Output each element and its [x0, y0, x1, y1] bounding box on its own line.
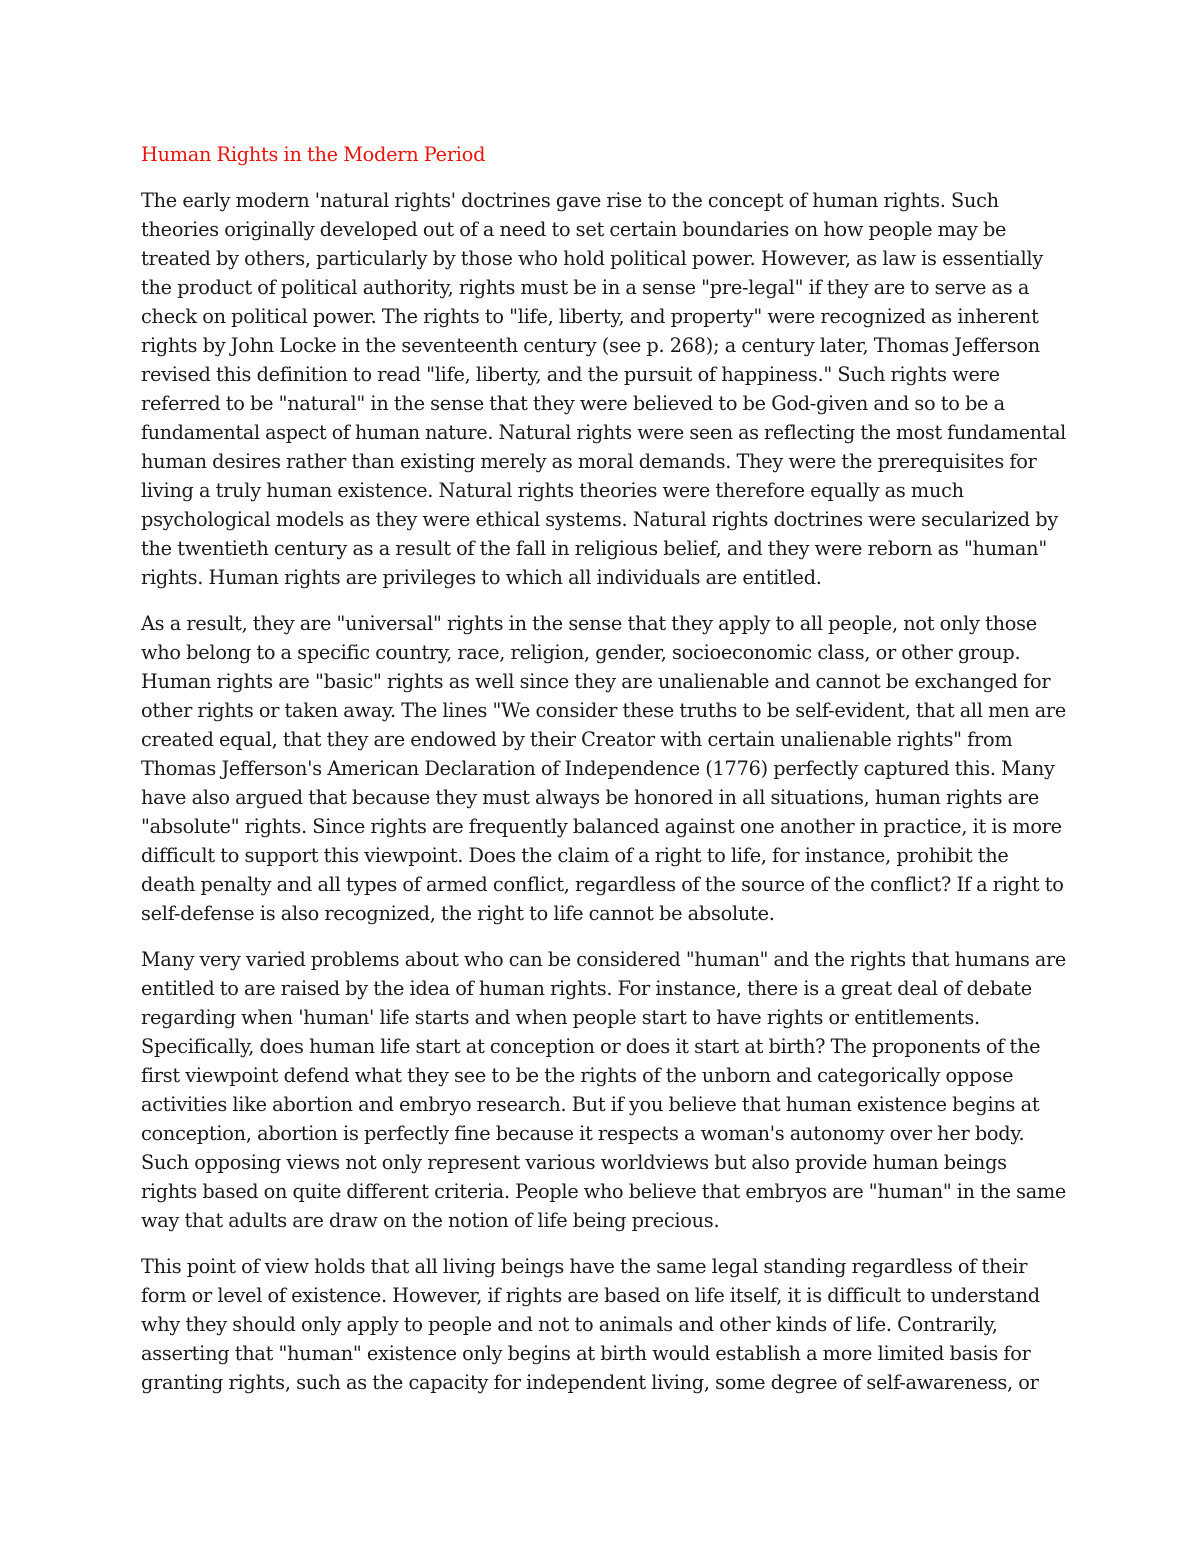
text-line: This point of view holds that all living beings have the same legal standing regardless of their	[141, 1255, 1028, 1278]
text-line: created equal, that they are endowed by their Creator with certain unalienable rights" from	[141, 728, 1013, 751]
text-line: the product of political authority, rights must be in a sense "pre-legal" if they are to serve as a	[141, 276, 1030, 299]
text-line: rights. Human rights are privileges to which all individuals are entitled.	[141, 566, 822, 589]
text-line: "absolute" rights. Since rights are frequently balanced against one another in practice, it is more	[141, 815, 1062, 838]
body-paragraph	[141, 186, 1066, 592]
text-line: Human rights are "basic" rights as well since they are unalienable and cannot be exchanged for	[141, 670, 1051, 693]
text-line: granting rights, such as the capacity for independent living, some degree of self-awareness, or	[141, 1371, 1039, 1394]
text-line: death penalty and all types of armed conflict, regardless of the source of the conflict? If a right to	[141, 873, 1064, 896]
text-line: psychological models as they were ethical systems. Natural rights doctrines were secularized by	[141, 508, 1059, 531]
text-line: living a truly human existence. Natural rights theories were therefore equally as much	[141, 479, 964, 502]
text-line: the twentieth century as a result of the fall in religious belief, and they were reborn as "human"	[141, 537, 1047, 560]
text-line: Thomas Jefferson's American Declaration of Independence (1776) perfectly captured this. Many	[141, 757, 1055, 780]
text-line: check on political power. The rights to "life, liberty, and property" were recognized as inherent	[141, 305, 1039, 328]
text-line: way that adults are draw on the notion of life being precious.	[141, 1209, 720, 1232]
text-line: self-defense is also recognized, the right to life cannot be absolute.	[141, 902, 775, 925]
text-line: regarding when 'human' life starts and when people start to have rights or entitlements.	[141, 1006, 980, 1029]
text-line: who belong to a specific country, race, religion, gender, socioeconomic class, or other group.	[141, 641, 1021, 664]
text-line: conception, abortion is perfectly fine because it respects a woman's autonomy over her body.	[141, 1122, 1025, 1145]
text-line: revised this definition to read "life, liberty, and the pursuit of happiness." Such rights were	[141, 363, 1000, 386]
text-line: other rights or taken away. The lines "We consider these truths to be self-evident, that all men are	[141, 699, 1066, 722]
text-line: Specifically, does human life start at conception or does it start at birth? The proponents of the	[141, 1035, 1041, 1058]
text-line: rights by John Locke in the seventeenth century (see p. 268); a century later, Thomas Jefferson	[141, 334, 1040, 357]
text-line: fundamental aspect of human nature. Natural rights were seen as reflecting the most fundamental	[141, 421, 1066, 444]
body-paragraph	[141, 609, 1066, 928]
document-title: Human Rights in the Modern Period	[141, 143, 486, 166]
text-line: have also argued that because they must always be honored in all situations, human rights are	[141, 786, 1040, 809]
paragraphs-container	[141, 186, 1066, 1397]
text-line: asserting that "human" existence only begins at birth would establish a more limited basis for	[141, 1342, 1031, 1365]
text-line: first viewpoint defend what they see to be the rights of the unborn and categorically oppose	[141, 1064, 1014, 1087]
text-line: human desires rather than existing merely as moral demands. They were the prerequisites for	[141, 450, 1037, 473]
body-paragraph	[141, 1252, 1066, 1397]
text-line: Such opposing views not only represent various worldviews but also provide human beings	[141, 1151, 1007, 1174]
text-line: theories originally developed out of a need to set certain boundaries on how people may be	[141, 218, 1007, 241]
text-line: entitled to are raised by the idea of human rights. For instance, there is a great deal of debate	[141, 977, 1032, 1000]
text-line: treated by others, particularly by those who hold political power. However, as law is essentially	[141, 247, 1043, 270]
document-body	[141, 140, 1066, 1414]
body-paragraph	[141, 945, 1066, 1235]
text-line: referred to be "natural" in the sense that they were believed to be God-given and so to be a	[141, 392, 1005, 415]
text-line: form or level of existence. However, if rights are based on life itself, it is difficult to understand	[141, 1284, 1040, 1307]
text-line: As a result, they are "universal" rights in the sense that they apply to all people, not only those	[141, 612, 1037, 635]
text-line: The early modern 'natural rights' doctrines gave rise to the concept of human rights. Such	[141, 189, 999, 212]
text-line: rights based on quite different criteria. People who believe that embryos are "human" in the same	[141, 1180, 1066, 1203]
text-line: Many very varied problems about who can be considered "human" and the rights that humans are	[141, 948, 1066, 971]
text-line: activities like abortion and embryo research. But if you believe that human existence begins at	[141, 1093, 1040, 1116]
text-line: difficult to support this viewpoint. Does the claim of a right to life, for instance, prohibit the	[141, 844, 1009, 867]
text-line: why they should only apply to people and not to animals and other kinds of life. Contrarily,	[141, 1313, 998, 1336]
